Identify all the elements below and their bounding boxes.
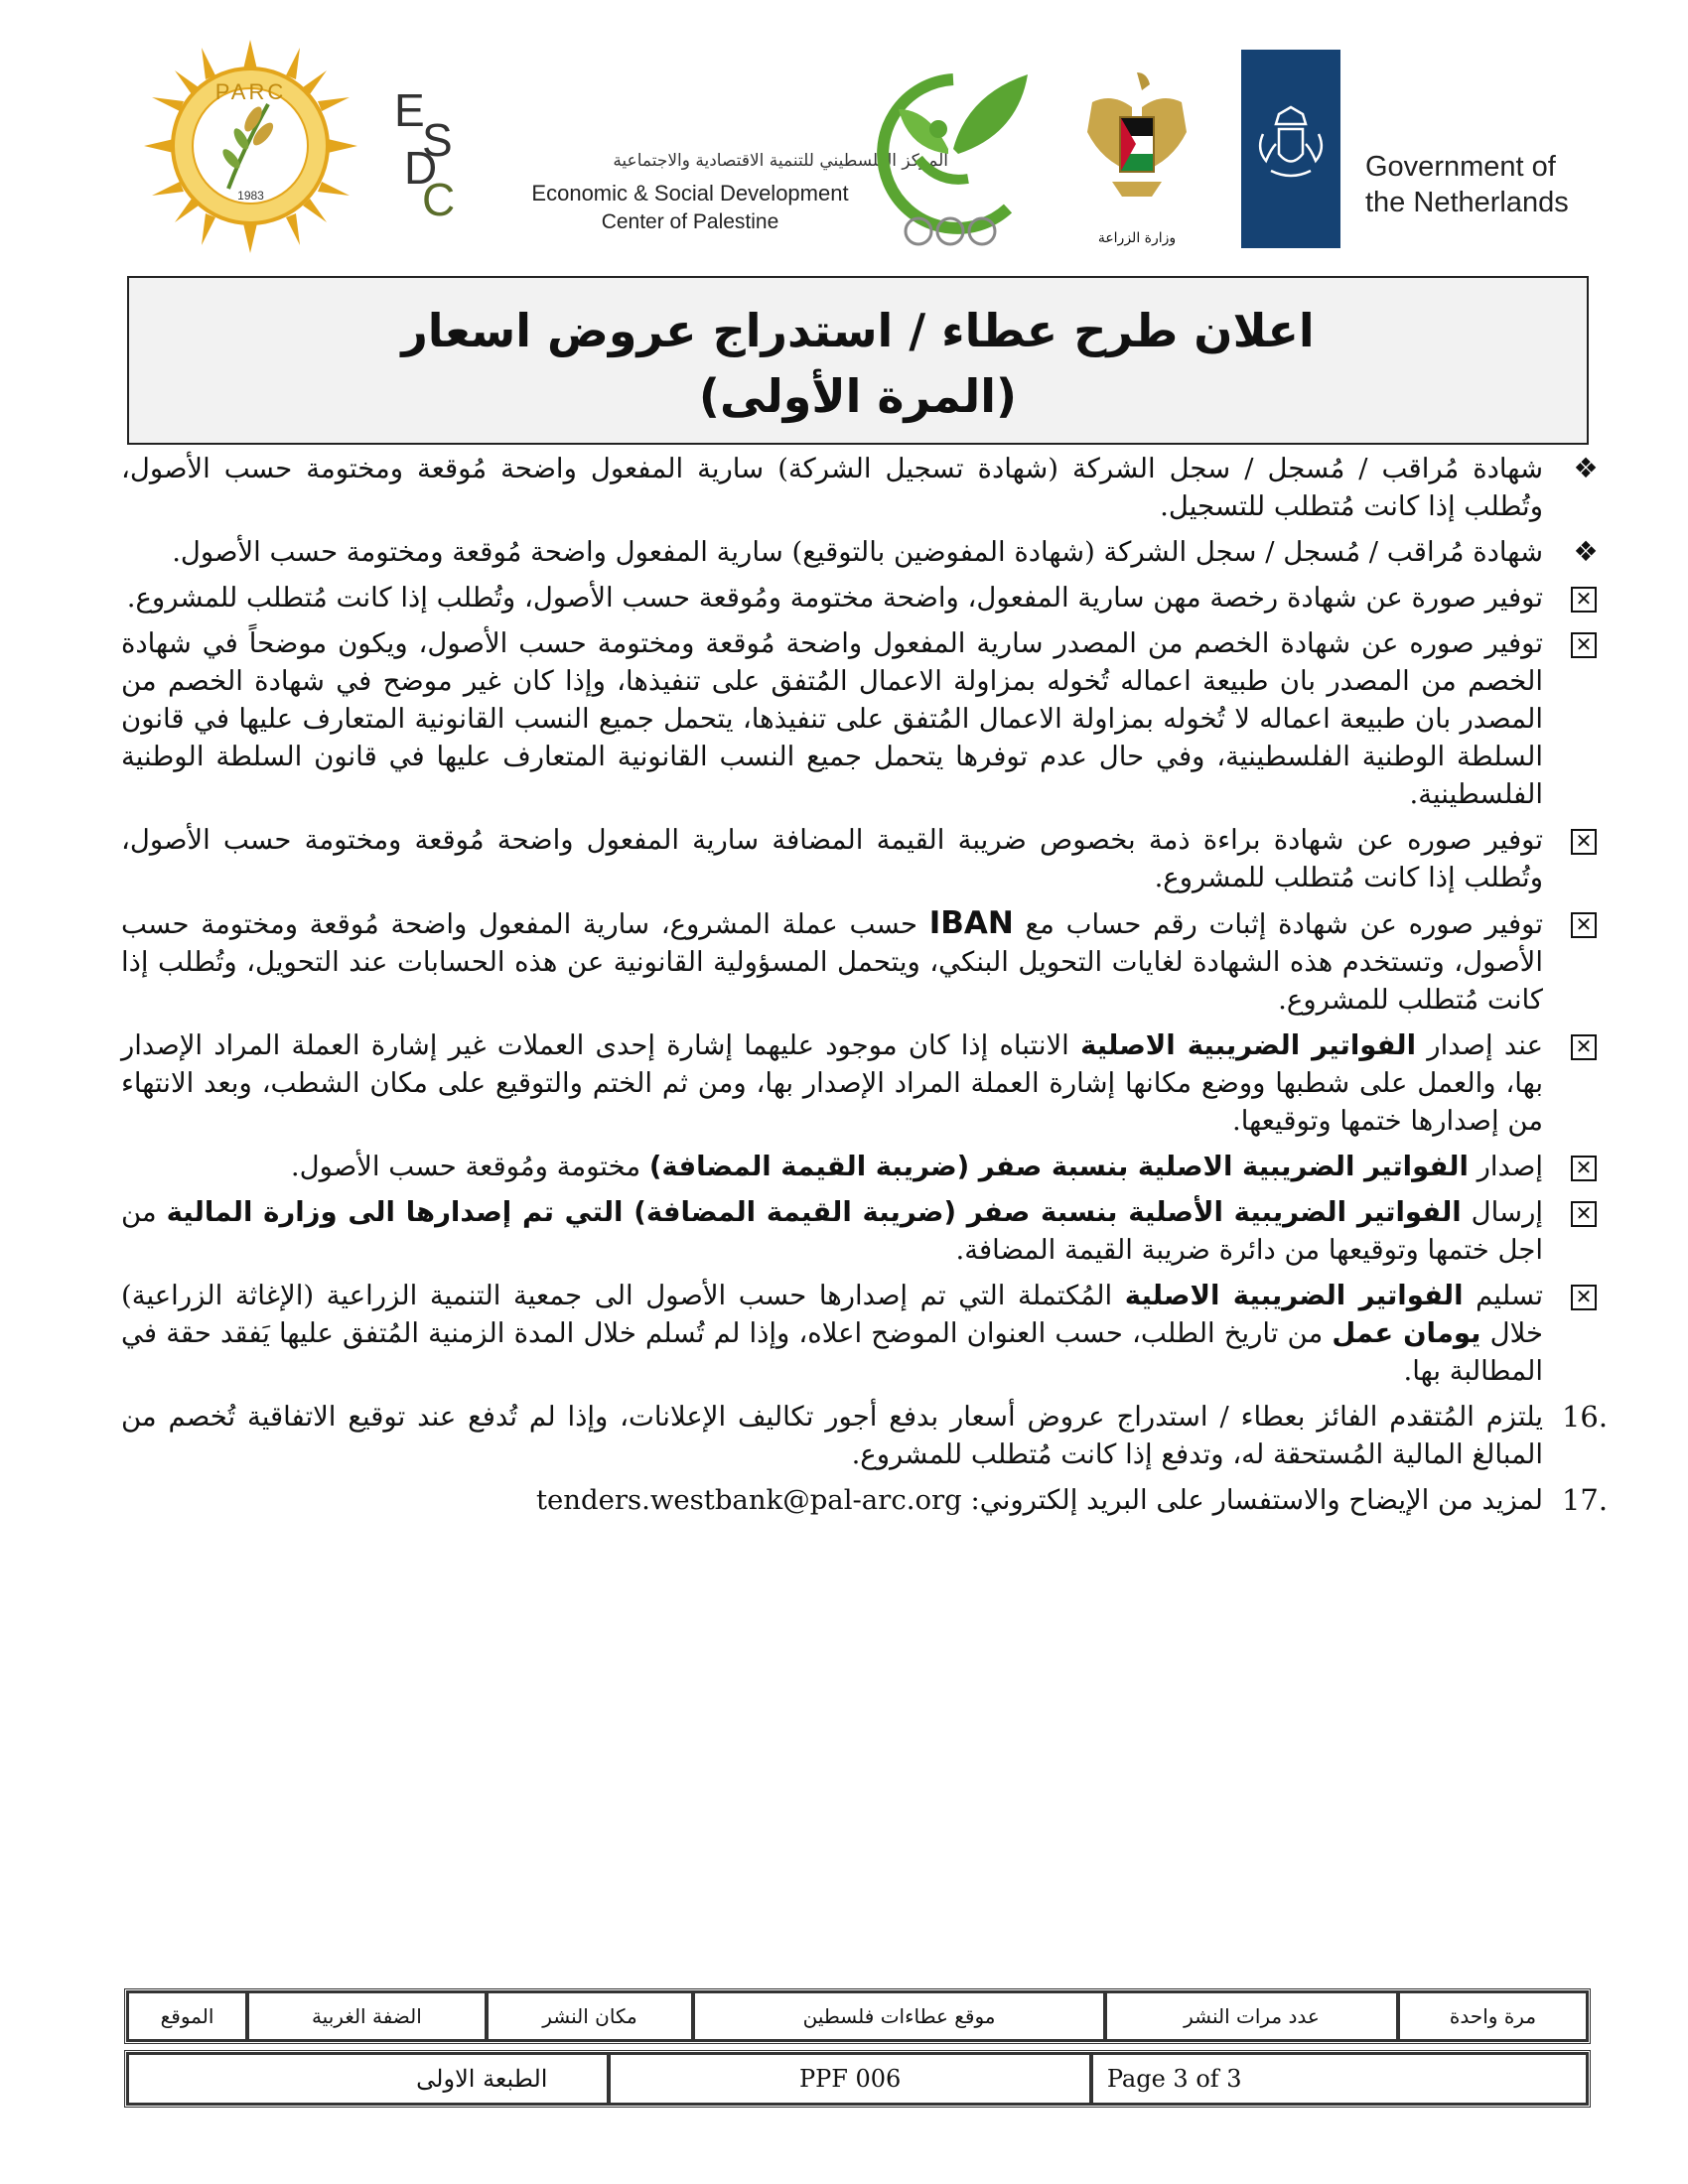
item-number: .16 bbox=[1561, 1400, 1609, 1433]
parc-name: PARC bbox=[214, 79, 287, 104]
item-text: شهادة مُراقب / مُسجل / سجل الشركة (شهادة تسجيل الشركة) سارية المفعول واضحة مُوقعة ومختومة حسب الأصول، وتُطلب إذا كانت مُتطلب للتسجيل. bbox=[121, 453, 1543, 522]
checkbox-x-icon: ✕ bbox=[1571, 1034, 1597, 1060]
title-line1: اعلان طرح عطاء / استدراج عروض اسعار bbox=[401, 304, 1315, 357]
checkbox-x-icon: ✕ bbox=[1571, 1285, 1597, 1310]
table-cell: مرة واحدة bbox=[1398, 1991, 1588, 2041]
nl-line1: Government of bbox=[1365, 151, 1556, 183]
checkbox-x-icon: ✕ bbox=[1571, 1156, 1597, 1181]
esdc-arabic-name: المركز الفلسطيني للتنمية الاقتصادية والاجتماعية bbox=[613, 151, 948, 171]
checkbox-x-icon: ✕ bbox=[1571, 1201, 1597, 1227]
title-line2: (المرة الأولى) bbox=[698, 369, 1018, 423]
netherlands-government-text bbox=[1365, 149, 1584, 220]
list-item bbox=[121, 821, 1601, 896]
checkbox-x-icon: ✕ bbox=[1571, 632, 1597, 658]
item-text-post: الانتباه إذا كان موجود عليهما إشارة إحدى العملات غير إشارة العملة المراد الإصدار بها، والعمل على شطبها ووضع مكانها إشارة العملة المراد الإصدار بها، ومن ثم الختم والتوقيع على مكان الشطب، وبعد الانتهاء من إصدارها ختمها وتوقيعها. bbox=[121, 1029, 1543, 1137]
item-text-mid: المُكتملة التي تم إصدارها حسب الأصول الى جمعية التنمية الزراعية (الإغاثة الزراعية) خلال bbox=[121, 1280, 1543, 1349]
list-item bbox=[121, 624, 1601, 813]
diamond-bullet-icon: ❖ bbox=[1573, 452, 1599, 484]
parc-year: 1983 bbox=[237, 189, 264, 203]
edition-cell: الطبعة الاولى bbox=[127, 2053, 609, 2105]
diamond-bullet-icon: ❖ bbox=[1573, 535, 1599, 568]
list-item-17 bbox=[121, 1481, 1609, 1519]
item-text-post: حسب عملة المشروع، سارية المفعول واضحة مُوقعة ومختومة حسب الأصول، وتستخدم هذه الشهادة لغايات التحويل البنكي، ويتحمل المسؤولية القانونية عن هذه الحسابات عند التحويل، وتُطلب إذا كانت مُتطلب للمشروع. bbox=[121, 908, 1543, 1016]
ministry-caption: وزارة الزراعة bbox=[1097, 230, 1177, 246]
iban-label: IBAN bbox=[928, 905, 1014, 941]
contact-email-link[interactable]: tenders.westbank@pal-arc.org bbox=[535, 1484, 962, 1516]
item-bold-2: يومان عمل bbox=[1332, 1317, 1481, 1349]
list-item-16 bbox=[121, 1398, 1609, 1473]
item-text: يلتزم المُتقدم الفائز بعطاء / استدراج عروض أسعار بدفع أجور تكاليف الإعلانات، وإذا لم تُدفع عند توقيع الاتفاقية تُخصم من المبالغ المالية المُستحقة له، وتدفع إذا كانت مُتطلب للمشروع. bbox=[121, 1401, 1543, 1470]
item-bold: الفواتير الضريبية الاصلية bbox=[1080, 1029, 1417, 1061]
publication-info-table bbox=[124, 1988, 1591, 2044]
checkbox-x-icon: ✕ bbox=[1571, 587, 1597, 613]
requirements-list bbox=[121, 450, 1609, 1527]
document-id-table bbox=[124, 2050, 1591, 2108]
item-text-post: من تاريخ الطلب، حسب العنوان الموضح اعلاه، وإذا لم تُسلم خلال المدة الزمنية المُتفق عليها يَفقد حقة في المطالبة بها. bbox=[121, 1317, 1543, 1387]
list-item bbox=[121, 450, 1601, 525]
checkbox-x-icon: ✕ bbox=[1571, 829, 1597, 855]
ministry-eagle-logo bbox=[1072, 63, 1201, 246]
table-cell: موقع عطاءات فلسطين bbox=[693, 1991, 1105, 2041]
list-item bbox=[121, 533, 1601, 571]
item-text: شهادة مُراقب / مُسجل / سجل الشركة (شهادة المفوضين بالتوقيع) سارية المفعول واضحة مُوقعة ومختومة حسب الأصول. bbox=[172, 536, 1543, 568]
list-item-invoice-issue bbox=[121, 1026, 1601, 1140]
page-number-cell: Page 3 of 3 bbox=[1091, 2053, 1588, 2105]
item-text-pre: عند إصدار bbox=[1427, 1029, 1544, 1061]
nl-line2: the Netherlands bbox=[1365, 187, 1569, 218]
list-item bbox=[121, 579, 1601, 616]
form-code-cell: PPF 006 bbox=[609, 2053, 1090, 2105]
item-text-pre: توفير صوره عن شهادة إثبات رقم حساب مع bbox=[1025, 908, 1543, 940]
item-text: توفير صوره عن شهادة الخصم من المصدر سارية المفعول واضحة مُوقعة ومختومة حسب الأصول، ويكون موضحاً في شهادة الخصم من المصدر بان طبيعة اعماله تُخوله بمزاولة الاعمال المُتفق على تنفيذها، وإذا كان غير موضح في شهادة الخصم من المصدر بان طبيعة اعماله لا تُخوله بمزاولة الاعمال المُتفق على تنفيذها، يتحمل جميع النسب القانونية المتعارف عليها في قانون السلطة الوطنية الفلسطينية، وفي حال عدم توفرها يتحمل جميع النسب القانونية المتعارف عليها في قانون السلطة الوطنية الفلسطينية. bbox=[121, 627, 1543, 810]
item-bold: الفواتير الضريبية الأصلية بنسبة صفر (ضريبة القيمة المضافة) التي تم إصدارها الى وزارة المالية bbox=[166, 1196, 1462, 1228]
agriculture-leaf-logo bbox=[859, 55, 1043, 253]
table-cell: عدد مرات النشر bbox=[1105, 1991, 1398, 2041]
table-cell: الموقع bbox=[127, 1991, 247, 2041]
esdc-english-line1: Economic & Social Development bbox=[531, 181, 849, 205]
parc-logo bbox=[144, 40, 357, 253]
item-text-post: من اجل ختمها وتوقيعها من دائرة ضريبة القيمة المضافة. bbox=[121, 1196, 1543, 1266]
esdc-letters-mark: E S D C bbox=[394, 84, 456, 225]
item-bold: الفواتير الضريبية الاصلية bbox=[1124, 1280, 1464, 1311]
item-text: لمزيد من الإيضاح والاستفسار على البريد إلكتروني: bbox=[970, 1484, 1543, 1516]
list-item-iban bbox=[121, 904, 1601, 1019]
item-text: توفير صوره عن شهادة براءة ذمة بخصوص ضريبة القيمة المضافة سارية المفعول واضحة مُوقعة ومختومة حسب الأصول، وتُطلب إذا كانت مُتطلب للمشروع. bbox=[121, 824, 1543, 893]
table-cell: الضفة الغربية bbox=[247, 1991, 487, 2041]
list-item-invoice-send bbox=[121, 1193, 1601, 1269]
item-text-pre: تسليم bbox=[1476, 1280, 1543, 1311]
item-bold: الفواتير الضريبية الاصلية بنسبة صفر (ضريبة القيمة المضافة) bbox=[648, 1151, 1469, 1182]
logo-strip bbox=[129, 35, 1579, 263]
item-text-pre: إصدار bbox=[1477, 1151, 1543, 1182]
netherlands-emblem bbox=[1241, 50, 1340, 248]
table-row bbox=[127, 1991, 1588, 2041]
checkbox-x-icon: ✕ bbox=[1571, 912, 1597, 938]
esdc-english-line2: Center of Palestine bbox=[601, 210, 779, 233]
table-row bbox=[127, 2053, 1588, 2105]
list-item-invoice-deliver bbox=[121, 1277, 1601, 1390]
document-footer bbox=[124, 1988, 1591, 2108]
list-item-invoice-zero bbox=[121, 1148, 1601, 1185]
table-cell: مكان النشر bbox=[487, 1991, 693, 2041]
announcement-title-box bbox=[127, 276, 1589, 445]
item-text-post: مختومة ومُوقعة حسب الأصول. bbox=[290, 1151, 641, 1182]
item-text: توفير صورة عن شهادة رخصة مهن سارية المفعول، واضحة مختومة ومُوقعة حسب الأصول، وتُطلب إذا كانت مُتطلب للمشروع. bbox=[126, 582, 1543, 614]
item-text-pre: إرسال bbox=[1471, 1196, 1543, 1228]
item-number: .17 bbox=[1561, 1483, 1609, 1517]
